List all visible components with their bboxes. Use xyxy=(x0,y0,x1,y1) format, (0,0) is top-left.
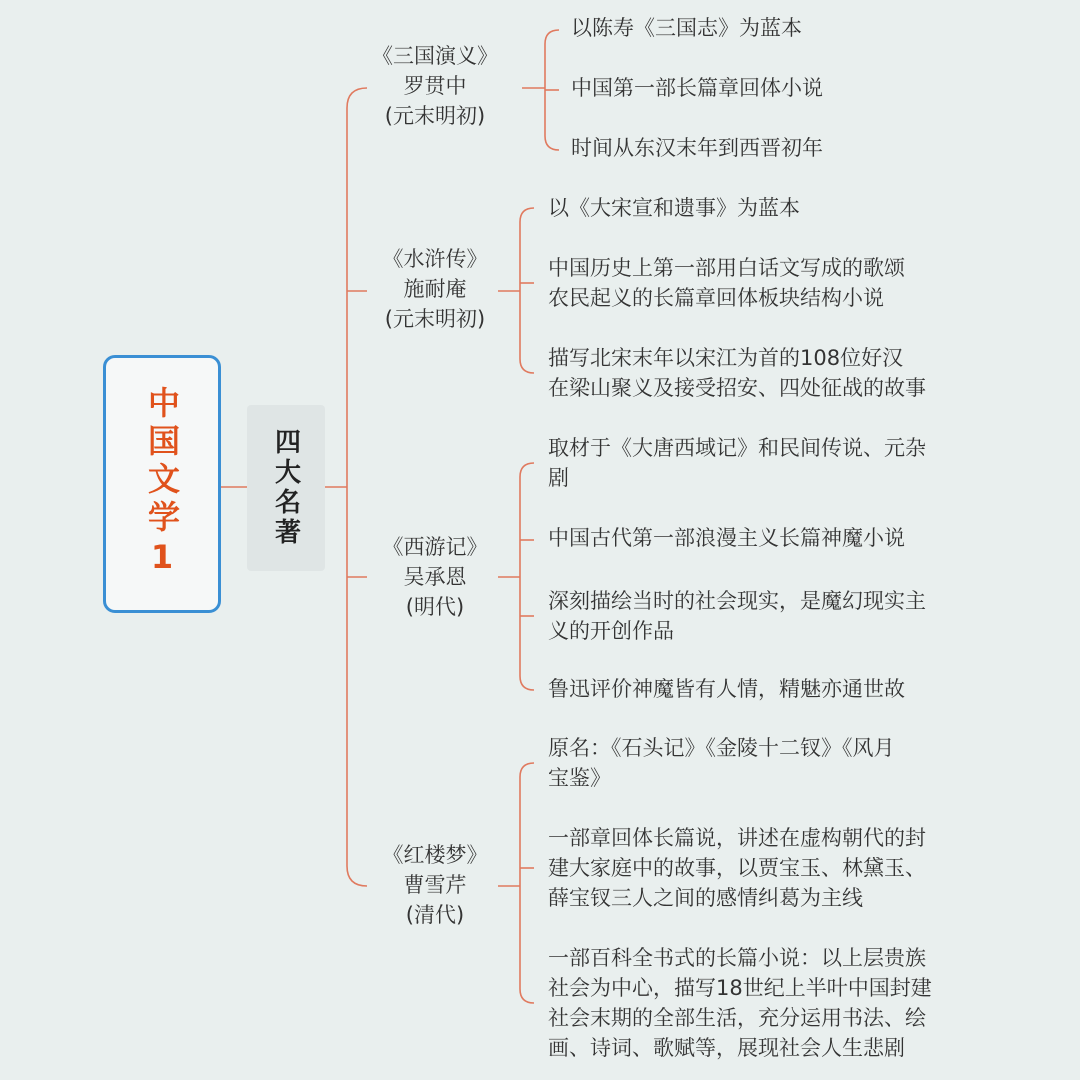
detail-line: 薛宝钗三人之间的感情纠葛为主线 xyxy=(548,886,863,910)
book-title: 《三国演义》 xyxy=(372,44,498,68)
detail-line: 取材于《大唐西域记》和民间传说、元杂 xyxy=(548,436,926,460)
connector-book-trunk xyxy=(520,763,534,1003)
detail-line: 剧 xyxy=(548,466,569,490)
detail-line: 一部章回体长篇说，讲述在虚构朝代的封 xyxy=(548,826,926,850)
book-author: 罗贯中 xyxy=(403,74,467,98)
detail-line: 农民起义的长篇章回体板块结构小说 xyxy=(548,286,884,310)
book-title: 《水浒传》 xyxy=(382,247,488,271)
detail-item xyxy=(548,193,800,223)
detail-line: 鲁迅评价神魔皆有人情，精魅亦通世故 xyxy=(548,677,905,701)
detail-item xyxy=(548,674,905,704)
book-author: 施耐庵 xyxy=(403,277,467,301)
book-node xyxy=(360,41,510,131)
book-node xyxy=(360,840,510,930)
detail-line: 建大家庭中的故事，以贾宝玉、林黛玉、 xyxy=(548,856,926,880)
root-node xyxy=(103,355,221,613)
detail-line: 中国第一部长篇章回体小说 xyxy=(571,76,823,100)
detail-item xyxy=(571,13,802,43)
detail-item xyxy=(548,733,895,793)
detail-line: 以陈寿《三国志》为蓝本 xyxy=(571,16,802,40)
detail-line: 社会末期的全部生活，充分运用书法、绘 xyxy=(548,1006,926,1030)
category-node xyxy=(247,405,325,571)
detail-line: 中国古代第一部浪漫主义长篇神魔小说 xyxy=(548,526,905,550)
book-era: (元末明初) xyxy=(384,104,486,128)
root-title: 中国文学1 xyxy=(143,386,181,582)
detail-line: 在梁山聚义及接受招安、四处征战的故事 xyxy=(548,376,926,400)
connector-category-trunk xyxy=(347,88,367,886)
detail-item xyxy=(548,433,926,493)
detail-line: 义的开创作品 xyxy=(548,619,674,643)
book-author: 曹雪芹 xyxy=(403,873,467,897)
detail-item xyxy=(548,523,905,553)
book-node xyxy=(360,244,510,334)
category-title: 四大名著 xyxy=(270,428,301,548)
detail-line: 一部百科全书式的长篇小说：以上层贵族 xyxy=(548,946,926,970)
detail-item xyxy=(571,73,823,103)
connector-book-trunk xyxy=(520,463,534,690)
detail-line: 中国历史上第一部用白话文写成的歌颂 xyxy=(548,256,905,280)
detail-line: 深刻描绘当时的社会现实，是魔幻现实主 xyxy=(548,589,926,613)
detail-line: 社会为中心，描写18世纪上半叶中国封建 xyxy=(548,976,932,1000)
detail-line: 以《大宋宣和遗事》为蓝本 xyxy=(548,196,800,220)
book-era: (明代) xyxy=(405,595,465,619)
connector-book-trunk xyxy=(520,208,534,373)
detail-item xyxy=(548,943,932,1063)
book-era: (元末明初) xyxy=(384,307,486,331)
book-node xyxy=(360,532,510,622)
book-author: 吴承恩 xyxy=(403,565,467,589)
detail-line: 画、诗词、歌赋等，展现社会人生悲剧 xyxy=(548,1036,905,1060)
detail-item xyxy=(548,343,926,403)
detail-line: 描写北宋末年以宋江为首的108位好汉 xyxy=(548,346,904,370)
detail-item xyxy=(548,253,905,313)
detail-item xyxy=(571,133,823,163)
book-title: 《西游记》 xyxy=(382,535,488,559)
detail-item xyxy=(548,586,926,646)
detail-item xyxy=(548,823,926,913)
detail-line: 宝鉴》 xyxy=(548,766,611,790)
detail-line: 原名：《石头记》《金陵十二钗》《风月 xyxy=(548,736,895,760)
book-title: 《红楼梦》 xyxy=(382,843,488,867)
detail-line: 时间从东汉末年到西晋初年 xyxy=(571,136,823,160)
book-era: (清代) xyxy=(405,903,465,927)
